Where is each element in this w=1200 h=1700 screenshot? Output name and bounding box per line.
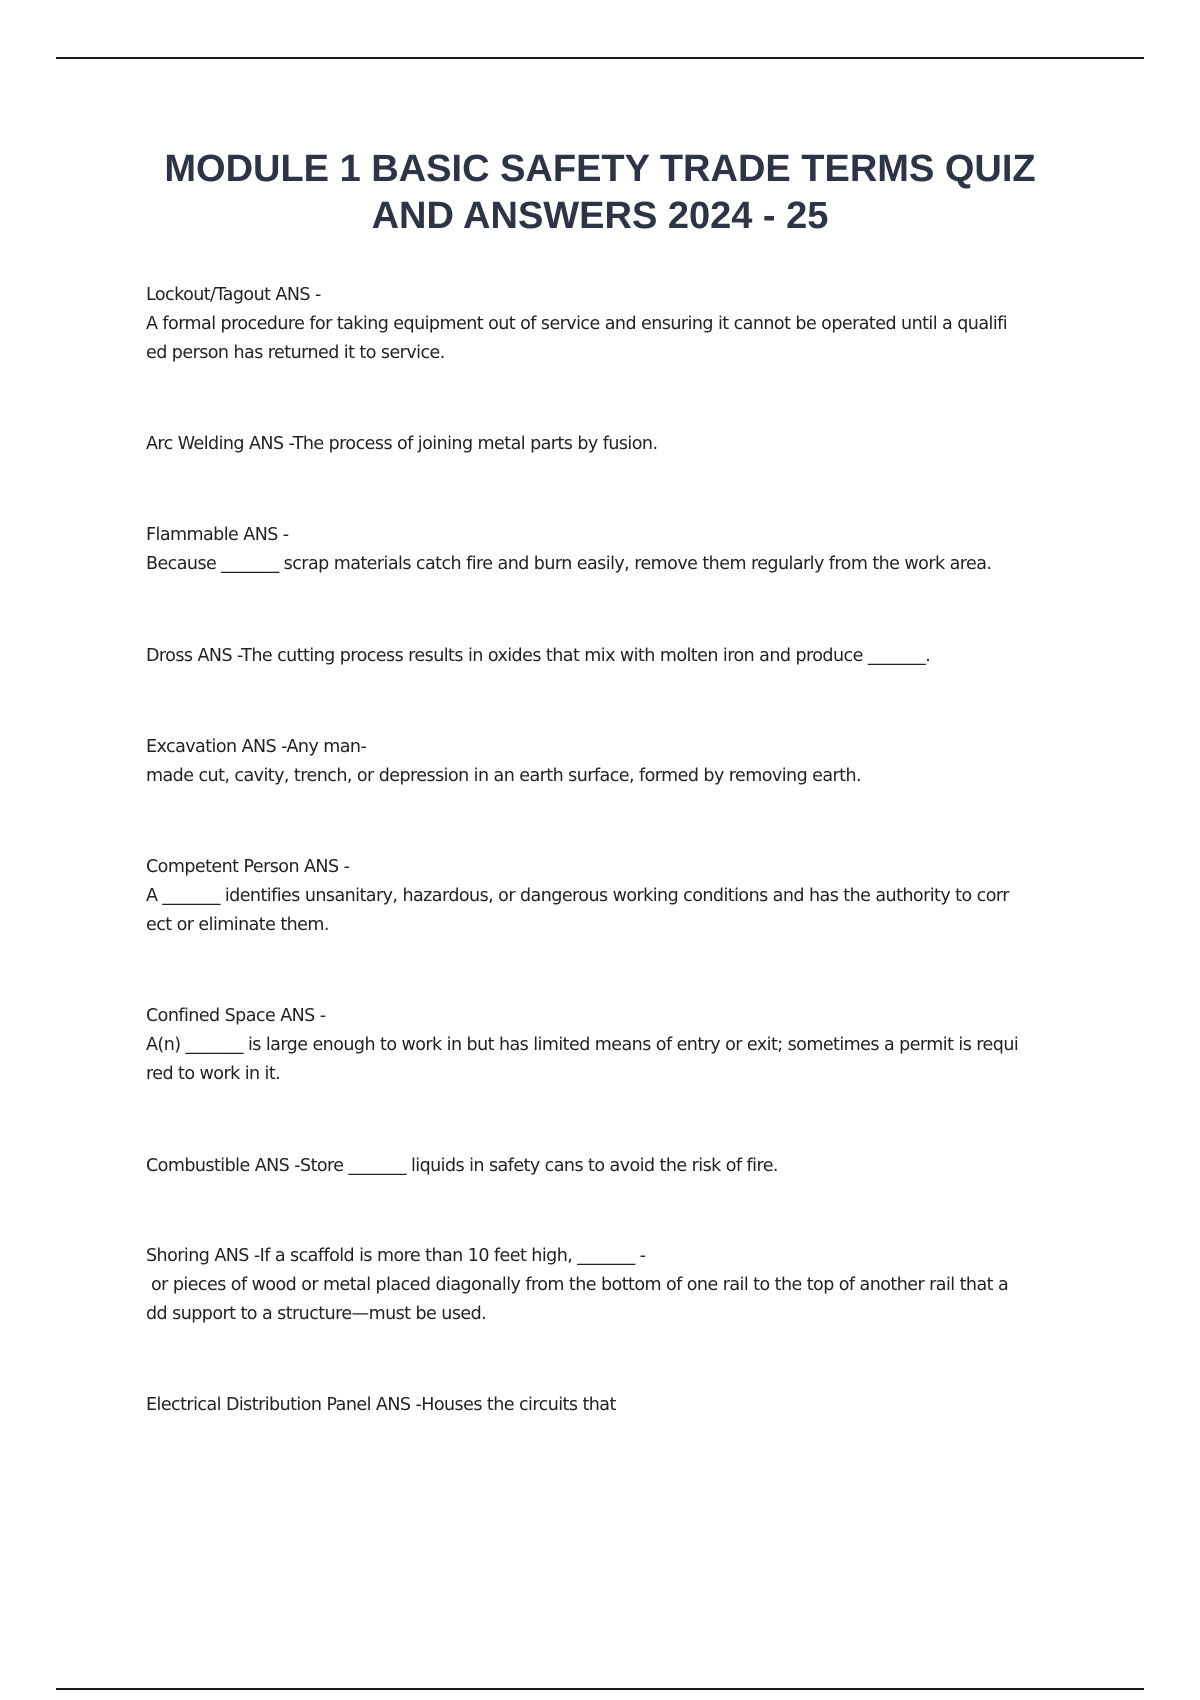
entry-combustible <box>146 1152 778 1181</box>
entry-line: red to work in it. <box>146 1064 281 1084</box>
entry-line: Combustible ANS -Store _______ liquids in safety cans to avoid the risk of fire. <box>146 1156 778 1176</box>
entry-shoring <box>146 1242 1008 1329</box>
entry-line: A(n) _______ is large enough to work in but has limited means of entry or exit; sometimes a permit is requi <box>146 1035 1019 1055</box>
footer-rule <box>56 1688 1144 1690</box>
entry-excavation <box>146 733 861 791</box>
entry-dross <box>146 642 930 671</box>
entry-line: ed person has returned it to service. <box>146 343 445 363</box>
entry-line: Lockout/Tagout ANS - <box>146 285 321 305</box>
entry-line: Shoring ANS -If a scaffold is more than 10 feet high, _______ - <box>146 1246 646 1266</box>
entry-line: Electrical Distribution Panel ANS -Houses the circuits that <box>146 1395 616 1415</box>
entry-line: Excavation ANS -Any man- <box>146 737 367 757</box>
entry-line: or pieces of wood or metal placed diagonally from the bottom of one rail to the top of another rail that a <box>146 1275 1009 1295</box>
entry-line: made cut, cavity, trench, or depression in an earth surface, formed by removing earth. <box>146 766 862 786</box>
page-title <box>100 146 1100 240</box>
entry-line: A _______ identifies unsanitary, hazardous, or dangerous working conditions and has the authority to corr <box>146 886 1009 906</box>
entry-line: Dross ANS -The cutting process results in oxides that mix with molten iron and produce _______. <box>146 646 931 666</box>
entry-line: A formal procedure for taking equipment out of service and ensuring it cannot be operated until a qualifi <box>146 314 1008 334</box>
header-rule <box>56 57 1144 59</box>
entry-flammable <box>146 521 991 579</box>
title-line-2: AND ANSWERS 2024 - 25 <box>371 195 829 237</box>
entry-line: Arc Welding ANS -The process of joining metal parts by fusion. <box>146 434 658 454</box>
entry-line: Because _______ scrap materials catch fire and burn easily, remove them regularly from the work area. <box>146 554 992 574</box>
entry-arc-welding <box>146 430 657 459</box>
entry-electrical-distribution-panel <box>146 1391 616 1420</box>
entry-line: ect or eliminate them. <box>146 915 329 935</box>
entry-lockout-tagout <box>146 281 1007 368</box>
entry-line: dd support to a structure—must be used. <box>146 1304 487 1324</box>
entry-competent-person <box>146 853 1009 940</box>
entry-line: Confined Space ANS - <box>146 1006 326 1026</box>
title-line-1: MODULE 1 BASIC SAFETY TRADE TERMS QUIZ <box>164 148 1036 190</box>
entry-line: Competent Person ANS - <box>146 857 350 877</box>
entry-line: Flammable ANS - <box>146 525 289 545</box>
entry-confined-space <box>146 1002 1018 1089</box>
